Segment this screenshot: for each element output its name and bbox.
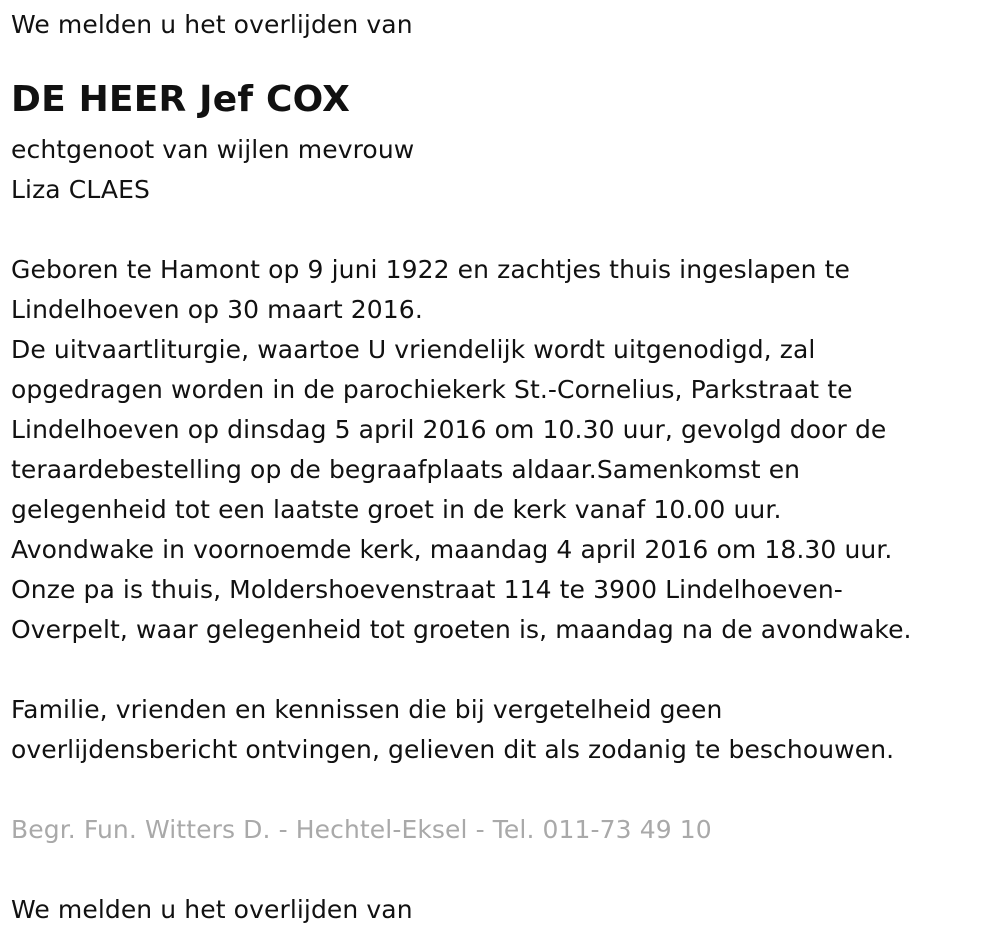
details-line: gelegenheid tot een laatste groet in de kerk vanaf 10.00 uur. [11, 495, 782, 524]
notice-intro: We melden u het overlijden van [11, 10, 413, 39]
family-line: overlijdensbericht ontvingen, gelieven dit als zodanig te beschouwen. [11, 735, 895, 764]
next-notice-intro: We melden u het overlijden van [11, 895, 413, 924]
details-line: Geboren te Hamont op 9 juni 1922 en zachtjes thuis ingeslapen te [11, 255, 851, 284]
spouse-line: echtgenoot van wijlen mevrouw [11, 135, 415, 164]
spacer [11, 850, 986, 890]
spouse-name: Liza CLAES [11, 175, 150, 204]
spacer [11, 650, 986, 690]
death-notice [11, 0, 986, 930]
spouse-block [11, 130, 986, 210]
details-line: opgedragen worden in de parochiekerk St.-Cornelius, Parkstraat te [11, 375, 853, 404]
spacer [11, 210, 986, 250]
details-paragraph [11, 250, 986, 650]
details-line: De uitvaartliturgie, waartoe U vriendelijk wordt uitgenodigd, zal [11, 335, 816, 364]
family-line: Familie, vrienden en kennissen die bij vergetelheid geen [11, 695, 723, 724]
details-line: Lindelhoeven op dinsdag 5 april 2016 om 10.30 uur, gevolgd door de [11, 415, 887, 444]
family-paragraph [11, 690, 986, 770]
details-line: Overpelt, waar gelegenheid tot groeten is, maandag na de avondwake. [11, 615, 912, 644]
details-line: Onze pa is thuis, Moldershoevenstraat 114 te 3900 Lindelhoeven- [11, 575, 843, 604]
spacer [11, 770, 986, 810]
details-line: teraardebestelling op de begraafplaats aldaar.Samenkomst en [11, 455, 801, 484]
deceased-name: DE HEER Jef COX [11, 79, 351, 120]
details-line: Avondwake in voornoemde kerk, maandag 4 april 2016 om 18.30 uur. [11, 535, 893, 564]
details-line: Lindelhoeven op 30 maart 2016. [11, 295, 423, 324]
funeral-home-contact: Begr. Fun. Witters D. - Hechtel-Eksel - Tel. 011-73 49 10 [11, 815, 712, 844]
